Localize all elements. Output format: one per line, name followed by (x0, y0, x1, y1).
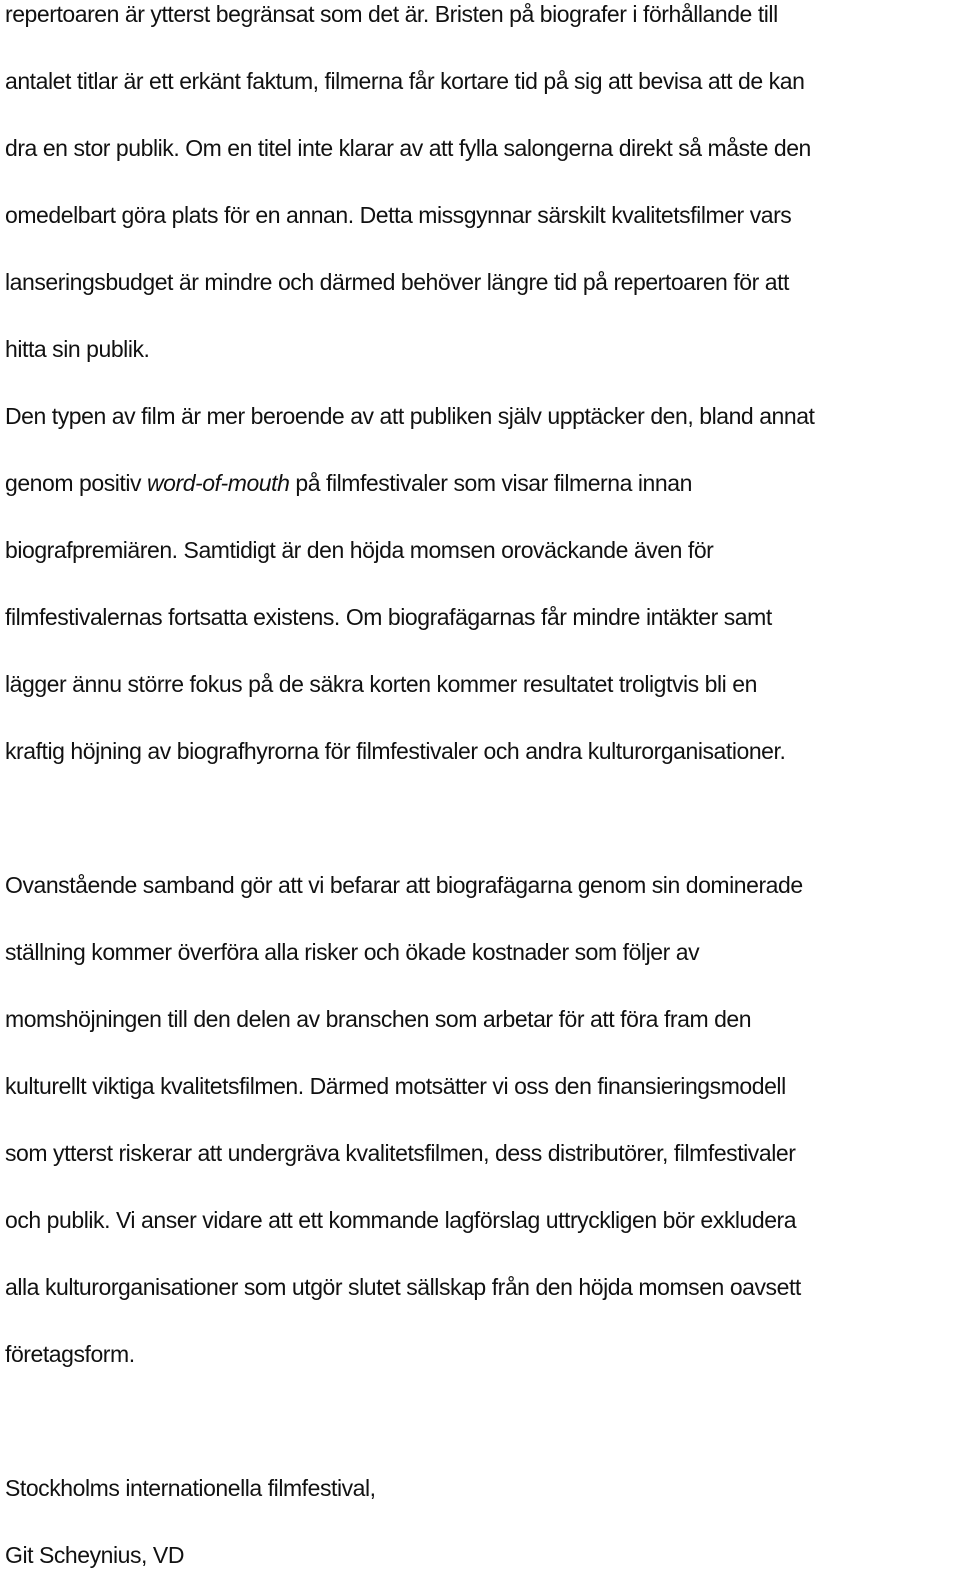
document-page (5, 0, 955, 1589)
text-line: lanseringsbudget är mindre och därmed behöver längre tid på repertoaren för att (5, 269, 789, 295)
text-line: antalet titlar är ett erkänt faktum, filmerna får kortare tid på sig att bevisa att de kan (5, 68, 805, 94)
text-line: lägger ännu större fokus på de säkra korten kommer resultatet troligtvis bli en (5, 671, 757, 697)
text-line: som ytterst riskerar att undergräva kvalitetsfilmen, dess distributörer, filmfestivaler (5, 1140, 796, 1166)
paragraph-3 (5, 852, 955, 1388)
signature-organization: Stockholms internationella filmfestival, (5, 1475, 376, 1501)
text-line: kulturellt viktiga kvalitetsfilmen. Därmed motsätter vi oss den finansieringsmodell (5, 1073, 786, 1099)
paragraph-spacer (5, 1388, 955, 1455)
paragraph-spacer (5, 785, 955, 852)
text-line: ställning kommer överföra alla risker och ökade kostnader som följer av (5, 939, 700, 965)
text-line: företagsform. (5, 1341, 135, 1367)
emphasized-term: word-of-mouth (147, 470, 290, 496)
text-line: biografpremiären. Samtidigt är den höjda momsen oroväckande även för (5, 537, 714, 563)
paragraph-1 (5, 0, 955, 383)
text-line: hitta sin publik. (5, 336, 150, 362)
signature-block (5, 1455, 955, 1589)
text-line: dra en stor publik. Om en titel inte klarar av att fylla salongerna direkt så måste den (5, 135, 811, 161)
text-line: alla kulturorganisationer som utgör slutet sällskap från den höjda momsen oavsett (5, 1274, 801, 1300)
paragraph-2 (5, 383, 955, 785)
text-line: omedelbart göra plats för en annan. Detta missgynnar särskilt kvalitetsfilmer vars (5, 202, 792, 228)
text-line: momshöjningen till den delen av branschen som arbetar för att föra fram den (5, 1006, 752, 1032)
text-line: Ovanstående samband gör att vi befarar att biografägarna genom sin dominerade (5, 872, 803, 898)
text-segment: genom positiv (5, 470, 147, 496)
text-line-with-emphasis (5, 450, 955, 517)
signature-name: Git Scheynius, VD (5, 1542, 184, 1568)
text-line: och publik. Vi anser vidare att ett kommande lagförslag uttryckligen bör exkludera (5, 1207, 797, 1233)
text-segment: på filmfestivaler som visar filmerna innan (289, 470, 692, 496)
text-line: Den typen av film är mer beroende av att publiken själv upptäcker den, bland annat (5, 403, 815, 429)
text-line: filmfestivalernas fortsatta existens. Om biografägarnas får mindre intäkter samt (5, 604, 772, 630)
text-line: kraftig höjning av biografhyrorna för filmfestivaler och andra kulturorganisationer. (5, 738, 786, 764)
text-line: repertoaren är ytterst begränsat som det är. Bristen på biografer i förhållande till (5, 1, 778, 27)
